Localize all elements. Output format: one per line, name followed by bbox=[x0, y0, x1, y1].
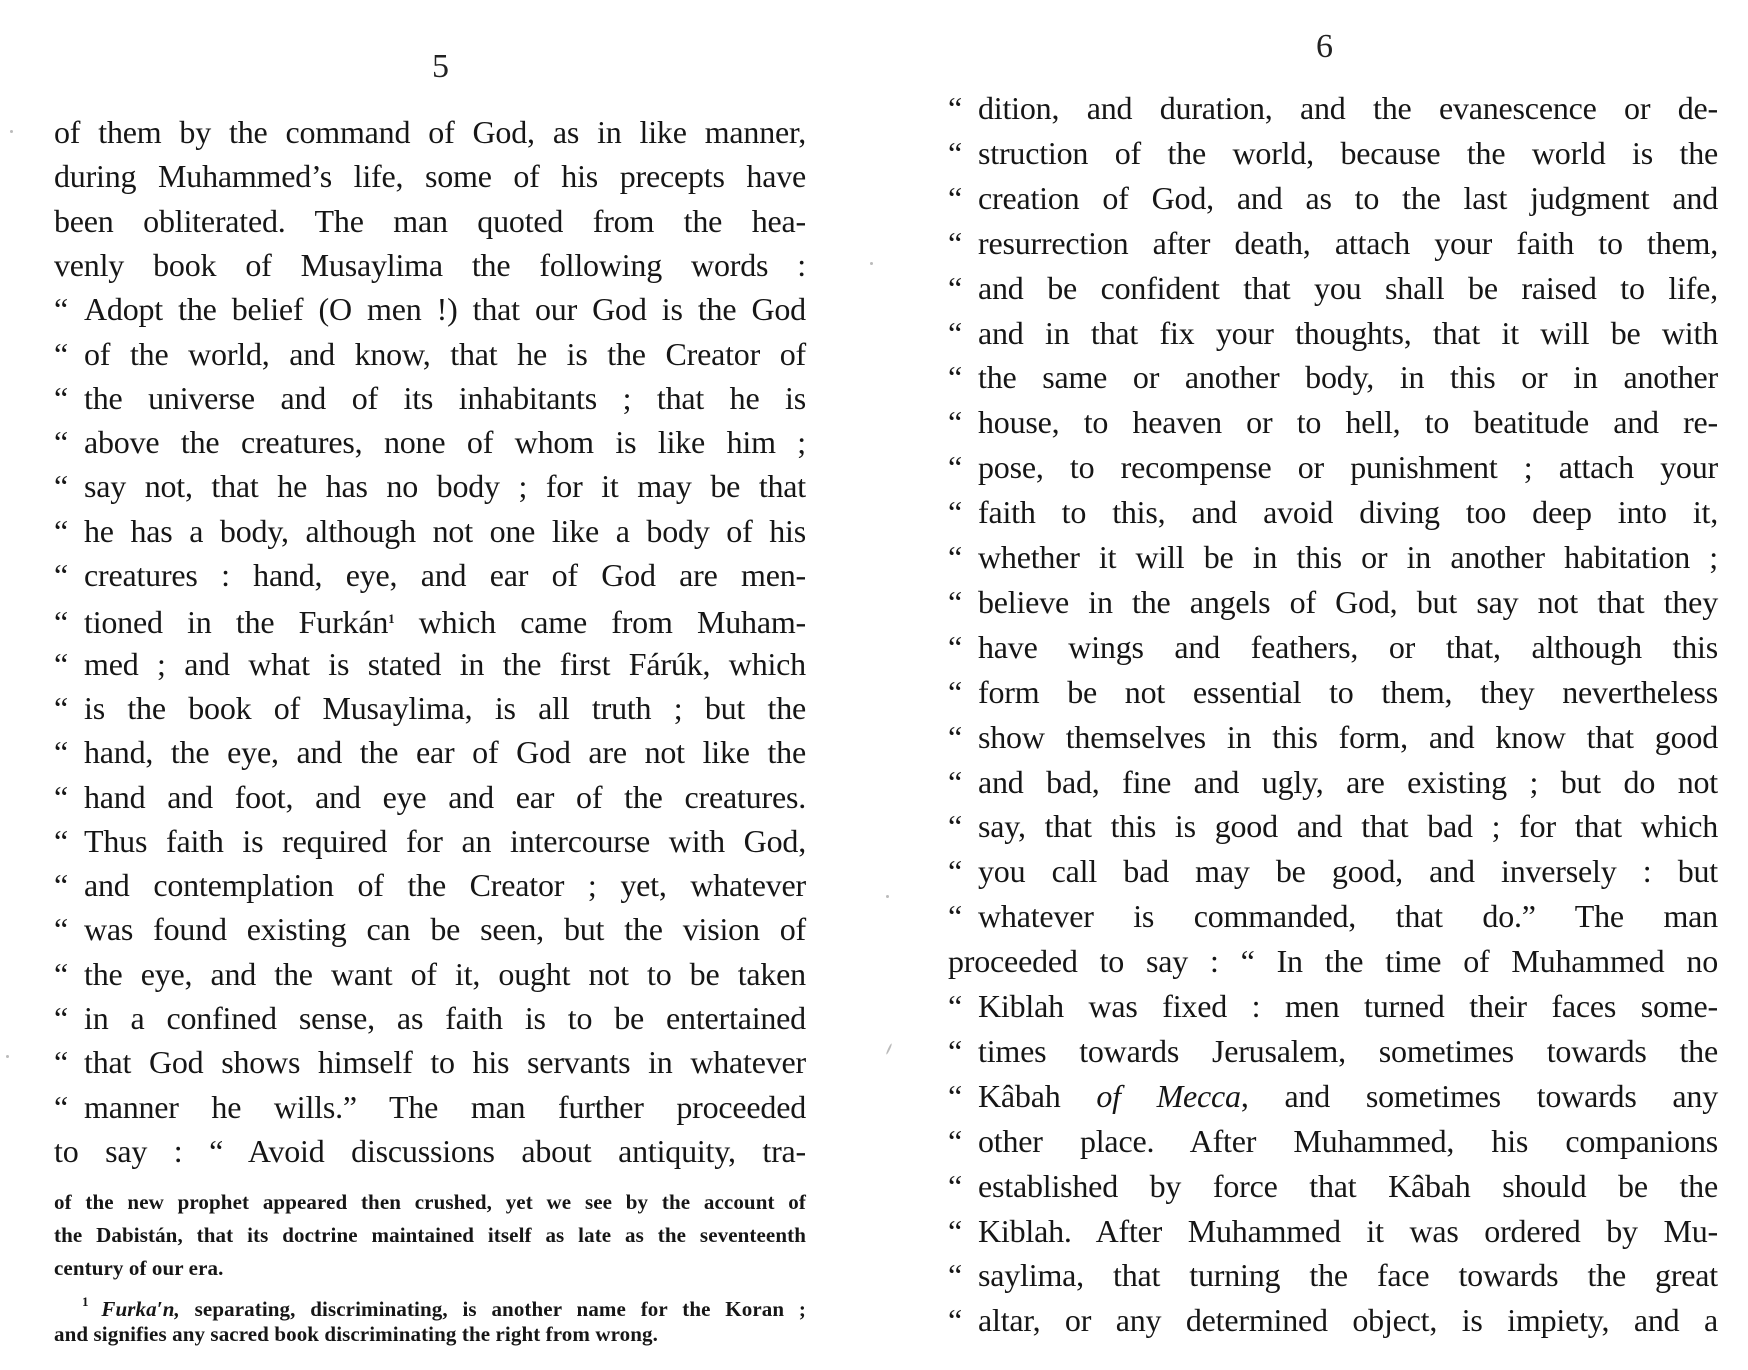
text-line bbox=[948, 535, 1718, 579]
open-quote-mark: “ bbox=[54, 291, 69, 328]
line-text: venly book of Musaylima the following words : bbox=[54, 246, 806, 283]
text-line bbox=[54, 819, 806, 863]
text-line bbox=[54, 775, 806, 819]
line-text: and bad, fine and ugly, are existing ; but do not bbox=[978, 763, 1718, 800]
text-line bbox=[54, 420, 806, 464]
line-text: was found existing can be seen, but the vision of bbox=[84, 911, 806, 948]
text-line bbox=[948, 445, 1718, 489]
open-quote-mark: “ bbox=[948, 1032, 963, 1069]
text-line bbox=[948, 490, 1718, 534]
text-line bbox=[948, 1164, 1718, 1208]
text-line bbox=[948, 1209, 1718, 1253]
open-quote-mark: “ bbox=[54, 689, 69, 726]
line-text: proceeded to say : “ In the time of Muhammed no bbox=[948, 943, 1718, 980]
text-line bbox=[54, 1129, 806, 1173]
line-text: and contemplation of the Creator ; yet, whatever bbox=[84, 867, 806, 904]
line-text: Kiblah. After Muhammed it was ordered by Mu- bbox=[978, 1212, 1718, 1249]
text-line bbox=[948, 670, 1718, 714]
open-quote-mark: “ bbox=[948, 449, 963, 486]
open-quote-mark: “ bbox=[54, 1000, 69, 1036]
text-line bbox=[54, 199, 806, 243]
line-text: altar, or any determined object, is impiety, and a bbox=[978, 1302, 1718, 1339]
line-text-cont: , and sometimes towards any bbox=[1240, 1077, 1718, 1114]
text-line bbox=[54, 154, 806, 198]
footnote-text: century of our era. bbox=[54, 1256, 224, 1280]
open-quote-mark: “ bbox=[948, 269, 963, 306]
text-line bbox=[54, 553, 806, 597]
line-text: Thus faith is required for an intercourse with God, bbox=[84, 822, 806, 859]
line-text: Kiblah was fixed : men turned their faces some- bbox=[978, 988, 1718, 1024]
line-text: the universe and of its inhabitants ; that he is bbox=[84, 379, 806, 416]
text-line bbox=[948, 715, 1718, 759]
open-quote-mark: “ bbox=[948, 583, 963, 620]
scan-speck bbox=[6, 1055, 9, 1058]
line-text: creation of God, and as to the last judgment and bbox=[978, 179, 1718, 216]
text-line bbox=[948, 176, 1718, 220]
open-quote-mark: “ bbox=[948, 808, 963, 845]
text-line bbox=[54, 376, 806, 420]
open-quote-mark: “ bbox=[948, 1212, 963, 1249]
open-quote-mark: “ bbox=[54, 335, 69, 372]
scan-speck bbox=[10, 130, 13, 133]
line-text: is the book of Musaylima, is all truth ; but the bbox=[84, 689, 806, 726]
open-quote-mark: “ bbox=[948, 628, 963, 665]
text-line bbox=[948, 131, 1718, 175]
footnote-text: the Dabistán, that its doctrine maintained itself as late as the seventeenth bbox=[54, 1223, 806, 1247]
footnote-text: and signifies any sacred book discriminating the right from wrong. bbox=[54, 1322, 658, 1346]
text-line bbox=[948, 311, 1718, 355]
text-line bbox=[54, 110, 806, 154]
line-text: of them by the command of God, as in like manner, bbox=[54, 114, 806, 150]
open-quote-mark: “ bbox=[54, 822, 69, 859]
text-line bbox=[54, 730, 806, 774]
line-text: other place. After Muhammed, his companions bbox=[978, 1122, 1718, 1159]
italic-text: of Mecca bbox=[1096, 1077, 1241, 1114]
text-line bbox=[948, 1253, 1718, 1297]
text-line bbox=[54, 1040, 806, 1084]
text-line bbox=[948, 580, 1718, 624]
open-quote-mark: “ bbox=[948, 359, 963, 396]
footnote-line bbox=[54, 1318, 806, 1351]
open-quote-mark: “ bbox=[54, 867, 69, 904]
line-text: struction of the world, because the world is the bbox=[978, 134, 1718, 171]
open-quote-mark: “ bbox=[948, 718, 963, 755]
text-line bbox=[54, 952, 806, 996]
line-text: believe in the angels of God, but say not that they bbox=[978, 583, 1718, 620]
line-text: creatures : hand, eye, and ear of God are men- bbox=[84, 557, 806, 593]
line-text: house, to heaven or to hell, to beatitude and re- bbox=[978, 404, 1718, 441]
text-line bbox=[54, 996, 806, 1040]
footnote-term: Furka′n, bbox=[101, 1297, 180, 1321]
text-line bbox=[54, 509, 806, 553]
open-quote-mark: “ bbox=[54, 911, 69, 948]
open-quote-mark: “ bbox=[54, 778, 69, 815]
scan-speck bbox=[886, 1043, 893, 1055]
open-quote-mark: “ bbox=[54, 604, 69, 641]
scan-speck bbox=[886, 895, 889, 898]
text-line bbox=[54, 907, 806, 951]
text-line bbox=[948, 221, 1718, 265]
text-line bbox=[948, 894, 1718, 938]
line-text-cont: which came from Muham- bbox=[394, 604, 806, 641]
open-quote-mark: “ bbox=[948, 494, 963, 531]
text-line bbox=[54, 597, 806, 641]
text-line bbox=[948, 1119, 1718, 1163]
text-line bbox=[948, 849, 1718, 893]
open-quote-mark: “ bbox=[948, 853, 963, 890]
text-line bbox=[948, 804, 1718, 848]
text-line bbox=[54, 863, 806, 907]
footnote-marker: 1 bbox=[82, 1294, 102, 1309]
footnote-line bbox=[54, 1186, 806, 1219]
line-text: Kâbah bbox=[978, 1077, 1097, 1114]
line-text: say, that this is good and that bad ; for that which bbox=[978, 808, 1718, 845]
line-text: and in that fix your thoughts, that it will be with bbox=[978, 314, 1718, 351]
open-quote-mark: “ bbox=[54, 645, 69, 682]
open-quote-mark: “ bbox=[948, 90, 963, 126]
line-text: times towards Jerusalem, sometimes towards the bbox=[978, 1032, 1718, 1069]
line-text: saylima, that turning the face towards the great bbox=[978, 1257, 1718, 1294]
open-quote-mark: “ bbox=[54, 512, 69, 549]
open-quote-mark: “ bbox=[54, 734, 69, 771]
line-text: that God shows himself to his servants in whatever bbox=[84, 1044, 806, 1081]
open-quote-mark: “ bbox=[54, 468, 69, 505]
open-quote-mark: “ bbox=[54, 424, 69, 461]
line-text: dition, and duration, and the evanescence or de- bbox=[978, 90, 1718, 126]
text-line bbox=[948, 400, 1718, 444]
line-text: during Muhammed’s life, some of his precepts have bbox=[54, 158, 806, 195]
line-text: say not, that he has no body ; for it may be that bbox=[84, 468, 806, 505]
line-text: hand, the eye, and the ear of God are not like the bbox=[84, 734, 806, 771]
open-quote-mark: “ bbox=[948, 673, 963, 710]
open-quote-mark: “ bbox=[948, 539, 963, 575]
open-quote-mark: “ bbox=[948, 404, 963, 441]
open-quote-mark: “ bbox=[948, 314, 963, 351]
text-line bbox=[54, 686, 806, 730]
line-text: resurrection after death, attach your faith to them, bbox=[978, 224, 1718, 261]
footnote-text: separating, discriminating, is another name for the Koran ; bbox=[179, 1297, 806, 1321]
open-quote-mark: “ bbox=[54, 1044, 69, 1081]
open-quote-mark: “ bbox=[948, 1122, 963, 1159]
line-text: whatever is commanded, that do.” The man bbox=[978, 898, 1718, 935]
line-text: pose, to recompense or punishment ; attach your bbox=[978, 449, 1718, 486]
open-quote-mark: “ bbox=[948, 1077, 963, 1114]
text-line bbox=[948, 355, 1718, 399]
line-text: established by force that Kâbah should be the bbox=[978, 1167, 1718, 1204]
footnote-ref: 1 bbox=[388, 611, 395, 627]
text-line bbox=[948, 266, 1718, 310]
text-line bbox=[948, 86, 1718, 130]
line-text: you call bad may be good, and inversely : but bbox=[978, 853, 1718, 890]
text-line bbox=[948, 1029, 1718, 1073]
open-quote-mark: “ bbox=[54, 557, 69, 593]
line-text: the same or another body, in this or in another bbox=[978, 359, 1718, 396]
text-line bbox=[54, 332, 806, 376]
open-quote-mark: “ bbox=[948, 898, 963, 935]
footnote-line bbox=[54, 1219, 806, 1252]
line-text: show themselves in this form, and know that good bbox=[978, 718, 1718, 755]
text-line bbox=[948, 625, 1718, 669]
text-line bbox=[948, 939, 1718, 983]
open-quote-mark: “ bbox=[948, 988, 963, 1024]
open-quote-mark: “ bbox=[948, 134, 963, 171]
text-line bbox=[54, 464, 806, 508]
line-text: faith to this, and avoid diving too deep into it, bbox=[978, 494, 1718, 531]
text-line bbox=[948, 1074, 1718, 1118]
line-text: and be confident that you shall be raised to life, bbox=[978, 269, 1718, 306]
footnote-text: of the new prophet appeared then crushed, yet we see by the account of bbox=[54, 1190, 806, 1214]
footnote-line bbox=[54, 1252, 806, 1285]
page-number-left: 5 bbox=[432, 48, 449, 85]
line-text: tioned in the Furkán bbox=[84, 604, 389, 641]
text-line bbox=[948, 984, 1718, 1028]
line-text: above the creatures, none of whom is like him ; bbox=[84, 424, 806, 461]
open-quote-mark: “ bbox=[54, 1088, 69, 1125]
scan-speck bbox=[870, 262, 873, 265]
open-quote-mark: “ bbox=[948, 179, 963, 216]
line-text: have wings and feathers, or that, although this bbox=[978, 628, 1718, 665]
page-number-right: 6 bbox=[1316, 28, 1333, 65]
line-text: the eye, and the want of it, ought not to be taken bbox=[84, 955, 806, 992]
open-quote-mark: “ bbox=[948, 224, 963, 261]
line-text: been obliterated. The man quoted from the hea- bbox=[54, 202, 806, 239]
line-text: hand and foot, and eye and ear of the creatures. bbox=[84, 778, 806, 815]
text-line bbox=[948, 760, 1718, 804]
open-quote-mark: “ bbox=[948, 1167, 963, 1204]
open-quote-mark: “ bbox=[54, 379, 69, 416]
text-line bbox=[54, 1085, 806, 1129]
line-text: form be not essential to them, they nevertheless bbox=[978, 673, 1718, 710]
line-text: med ; and what is stated in the first Fárúk, which bbox=[84, 645, 806, 682]
line-text: Adopt the belief (O men !) that our God is the God bbox=[84, 291, 806, 328]
open-quote-mark: “ bbox=[948, 1302, 963, 1339]
open-quote-mark: “ bbox=[54, 955, 69, 992]
line-text: to say : “ Avoid discussions about antiquity, tra- bbox=[54, 1132, 806, 1169]
open-quote-mark: “ bbox=[948, 763, 963, 800]
text-line bbox=[54, 243, 806, 287]
text-line bbox=[948, 1298, 1718, 1342]
text-line bbox=[54, 287, 806, 331]
text-line bbox=[54, 642, 806, 686]
line-text: manner he wills.” The man further proceeded bbox=[84, 1088, 806, 1125]
line-text: he has a body, although not one like a body of his bbox=[84, 512, 806, 549]
open-quote-mark: “ bbox=[948, 1257, 963, 1294]
line-text: whether it will be in this or in another habitation ; bbox=[978, 539, 1718, 575]
line-text: of the world, and know, that he is the Creator of bbox=[84, 335, 806, 372]
line-text: in a confined sense, as faith is to be entertained bbox=[84, 1000, 806, 1036]
